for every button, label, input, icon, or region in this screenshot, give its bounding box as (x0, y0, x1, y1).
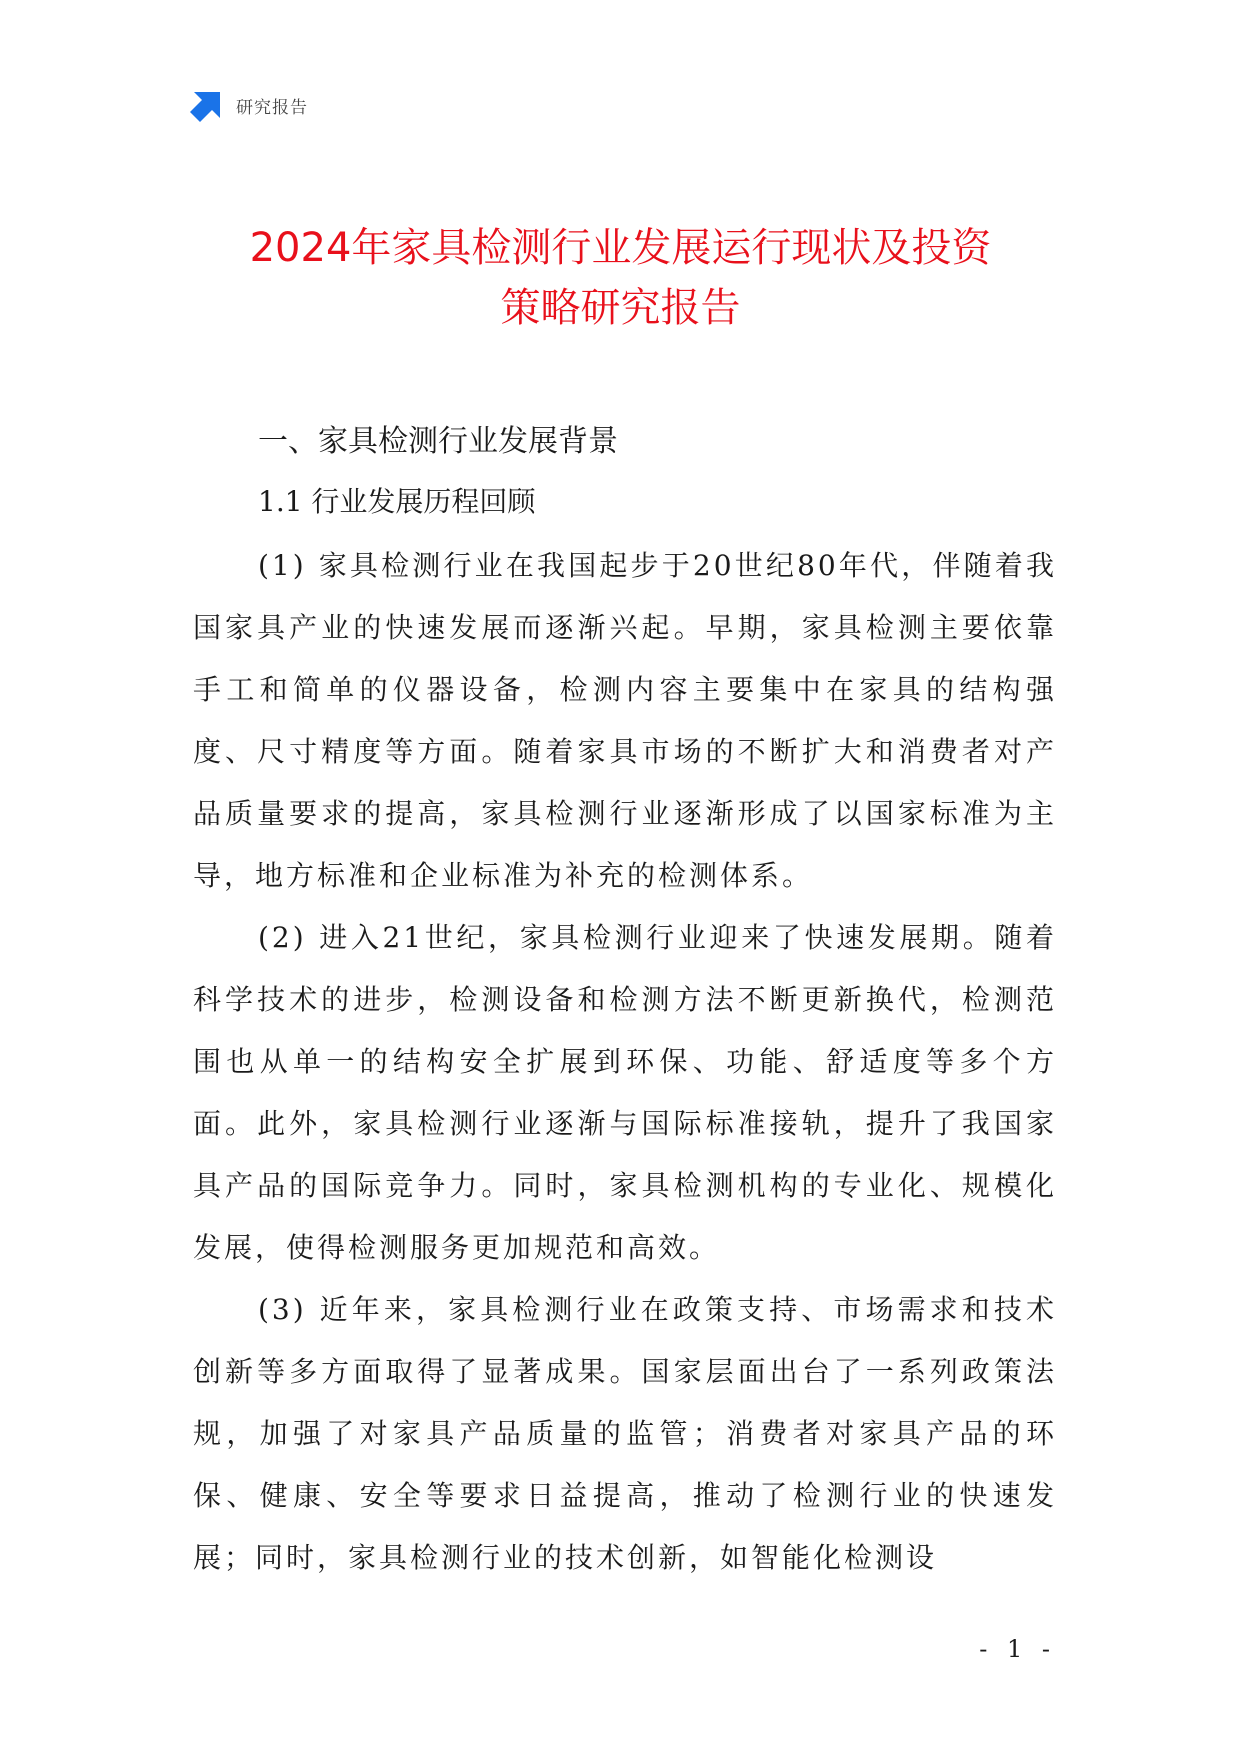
title-line-1: 2024年家具检测行业发展运行现状及投资 (249, 225, 992, 271)
paragraph-1: (1) 家具检测行业在我国起步于20世纪80年代，伴随着我国家具产业的快速发展而逐渐兴起。早期，家具检测主要依靠手工和简单的仪器设备，检测内容主要集中在家具的结构强度、尺寸精度等方面。随着家具市场的不断扩大和消费者对产品质量要求的提高，家具检测行业逐渐形成了以国家标准为主导，地方标准和企业标准为补充的检测体系。 (193, 549, 1057, 892)
document-body (193, 415, 1057, 1589)
sub-heading: 1.1 行业发展历程回顾 (258, 485, 536, 518)
document-title (150, 218, 1091, 338)
paragraph-2: (2) 进入21世纪，家具检测行业迎来了快速发展期。随着科学技术的进步，检测设备和检测方法不断更新换代，检测范围也从单一的结构安全扩展到环保、功能、舒适度等多个方面。此外，家具检测行业逐渐与国际标准接轨，提升了我国家具产品的国际竞争力。同时，家具检测机构的专业化、规模化发展，使得检测服务更加规范和高效。 (193, 921, 1057, 1264)
paragraph-3: (3) 近年来，家具检测行业在政策支持、市场需求和技术创新等多方面取得了显著成果。国家层面出台了一系列政策法规，加强了对家具产品质量的监管；消费者对家具产品的环保、健康、安全等要求日益提高，推动了检测行业的快速发展；同时，家具检测行业的技术创新，如智能化检测设 (193, 1293, 1057, 1574)
header-label: 研究报告 (236, 97, 308, 118)
section-heading: 一、家具检测行业发展背景 (258, 424, 618, 459)
page-number: - 1 - (979, 1635, 1056, 1663)
report-header (190, 88, 308, 122)
title-line-2: 策略研究报告 (500, 285, 741, 331)
diagonal-arrow-icon (190, 88, 224, 122)
